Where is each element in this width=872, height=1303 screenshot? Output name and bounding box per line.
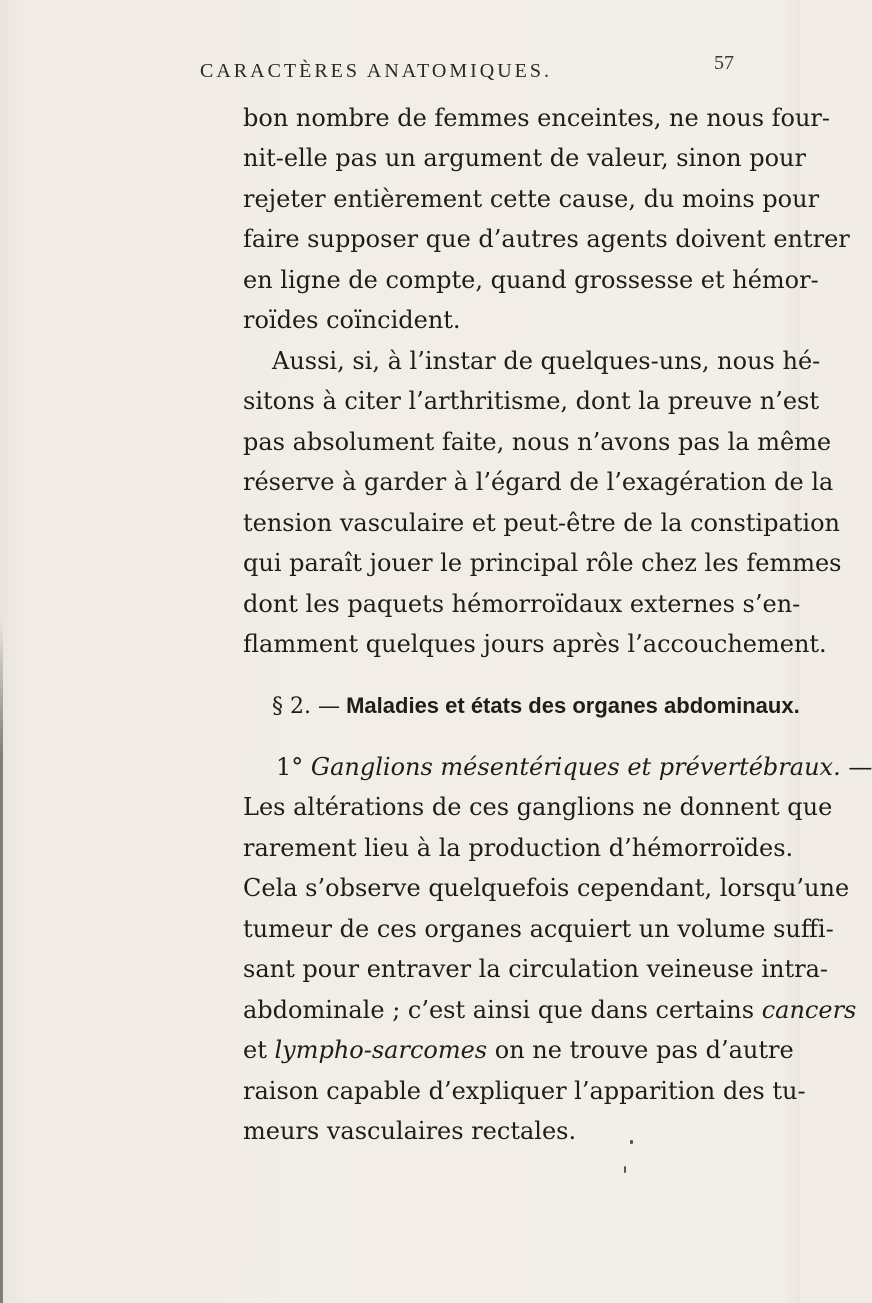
text-line: pas absolument faite, nous n’avons pas la même — [243, 428, 832, 456]
text-line: sitons à citer l’arthritisme, dont la preuve n’est — [243, 387, 819, 415]
text-line: nit-elle pas un argument de valeur, sinon pour — [243, 144, 806, 172]
page-number: 57 — [714, 52, 734, 74]
subsection-heading — [276, 753, 872, 781]
text-line: bon nombre de femmes enceintes, ne nous four- — [243, 104, 831, 132]
text-span: et — [243, 1036, 275, 1064]
section-title: Maladies et états des organes abdominaux. — [346, 693, 800, 718]
text-line: sant pour entraver la circulation veineuse intra- — [243, 955, 828, 983]
italic-term: cancers — [761, 996, 857, 1024]
subsection-dash: — — [840, 753, 872, 781]
text-line: tension vasculaire et peut-être de la constipation — [243, 509, 840, 537]
text-span: abdominale ; c’est ainsi que dans certains — [243, 996, 762, 1024]
text-line: roïdes coïncident. — [243, 306, 461, 334]
section-heading — [272, 693, 800, 719]
text-line: tumeur de ces organes acquiert un volume suffi- — [243, 915, 834, 943]
text-line: raison capable d’expliquer l’apparition des tu- — [243, 1077, 806, 1105]
text-line: dont les paquets hémorroïdaux externes s’en- — [243, 590, 801, 618]
text-line: Aussi, si, à l’instar de quelques-uns, nous hé- — [272, 347, 821, 375]
text-line: Les altérations de ces ganglions ne donnent que — [243, 793, 833, 821]
text-line: rarement lieu à la production d’hémorroïdes. — [243, 834, 794, 862]
running-title: CARACTÈRES ANATOMIQUES. — [200, 60, 552, 82]
text-line: Cela s’observe quelquefois cependant, lorsqu’une — [243, 874, 850, 902]
page-edge-shadow — [0, 620, 3, 1303]
text-line: qui paraît jouer le principal rôle chez les femmes — [243, 549, 842, 577]
text-line: réserve à garder à l’égard de l’exagération de la — [243, 468, 834, 496]
text-line — [243, 1036, 794, 1064]
text-span: on ne trouve pas d’autre — [487, 1036, 794, 1064]
specks — [624, 1166, 626, 1173]
text-line: meurs vasculaires rectales. — [243, 1117, 577, 1145]
text-line: flamment quelques jours après l’accouchement. — [243, 630, 827, 658]
text-line: rejeter entièrement cette cause, du moins pour — [243, 185, 820, 213]
section-number: § 2. — — [272, 694, 340, 719]
text-line: faire supposer que d’autres agents doivent entrer — [243, 225, 850, 253]
specks — [630, 1140, 633, 1144]
italic-term: lympho-sarcomes — [274, 1036, 488, 1064]
text-line — [243, 996, 856, 1024]
subsection-title: Ganglions mésentériques et prévertébraux. — [310, 753, 841, 781]
text-line: en ligne de compte, quand grossesse et hémor- — [243, 266, 819, 294]
subsection-number: 1° — [276, 753, 304, 781]
